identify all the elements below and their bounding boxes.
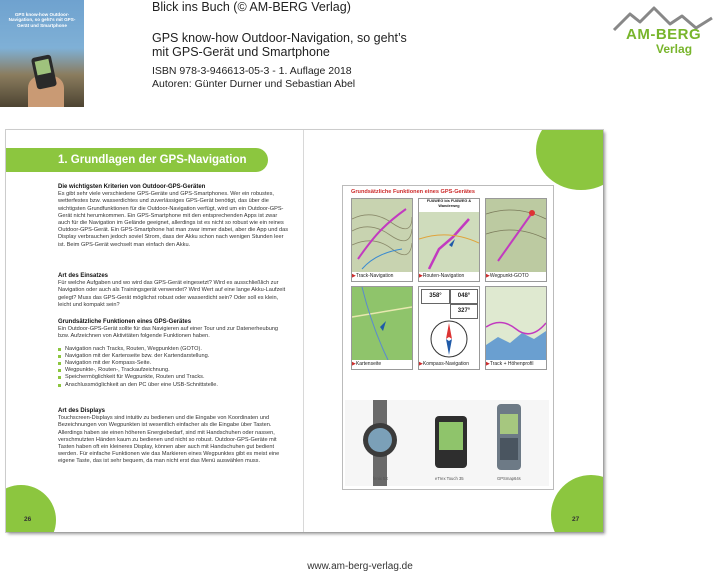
book-cover-thumbnail xyxy=(0,0,84,107)
tile-compass-navigation xyxy=(418,286,480,370)
list-item: Anschlussmöglichkeit an den PC über eine USB-Schnittstelle. xyxy=(58,382,290,389)
tile-waypoint-goto xyxy=(485,198,547,282)
book-isbn: ISBN 978-3-946613-05-3 - 1. Auflage 2018 xyxy=(152,65,352,77)
section-text: Ein Outdoor-GPS-Gerät sollte für das Navigieren auf einer Tour und zur Datenerheubung bzw. Aufzeichnen von Aktivitäten folgende Funktionen haben. xyxy=(58,326,279,340)
position-field: 327° xyxy=(450,304,478,319)
book-title-line1: GPS know-how Outdoor-Navigation, so geht’s xyxy=(152,31,407,45)
tile-caption: ▶ Track-Navigation xyxy=(352,272,412,281)
publisher-logo xyxy=(612,4,717,64)
route-sign-line1: FUßWEG bis FUßWEG & xyxy=(426,199,472,203)
list-item: Navigation mit der Kartenseite bzw. der Kartendarstellung. xyxy=(58,353,290,360)
section-display xyxy=(58,408,290,466)
list-item: Navigation nach Tracks, Routen, Wegpunkten (GOTO). xyxy=(58,346,290,353)
waypoint-map-image xyxy=(486,199,546,272)
figure-title: Grundsätzliche Funktionen eines GPS-Gerätes xyxy=(351,189,476,195)
tile-caption: ▶ Routen-Navigation xyxy=(419,272,479,281)
section-functions xyxy=(58,319,290,389)
richtung-field: 048° xyxy=(450,289,478,304)
book-gutter xyxy=(303,130,304,532)
tile-route-navigation xyxy=(418,198,480,282)
tile-caption: ▶ Track + Höhenprofil xyxy=(486,360,546,369)
chapter-title-banner: 1. Grundlagen der GPS-Navigation xyxy=(6,148,268,172)
compass-dial-icon xyxy=(419,287,479,360)
book-title-line2: mit GPS-Gerät und Smartphone xyxy=(152,45,330,59)
gps-devices-photo xyxy=(345,400,549,486)
cover-title: GPS know-how Outdoor-Navigation, so geht’s mit GPS-Gerät und Smartphone xyxy=(8,12,76,28)
section-heading: Die wichtigsten Kriterien von Outdoor-GPS-Geräten xyxy=(58,184,206,190)
header-series: Blick ins Buch (© AM-BERG Verlag) xyxy=(152,0,351,14)
logo-line1: AM-BERG xyxy=(626,26,702,43)
tile-map-page xyxy=(351,286,413,370)
book-spread xyxy=(6,130,603,532)
elevation-profile-image xyxy=(486,287,546,360)
page-number-right: 27 xyxy=(572,516,580,523)
decor-blob-top-right xyxy=(536,130,603,190)
tile-caption: ▶ Kompass-Navigation xyxy=(419,360,479,369)
decor-blob-bottom-right xyxy=(551,475,603,532)
section-text: Es gibt sehr viele verschiedene GPS-Geräte und GPS-Smartphones. Wer ein robustes, wetterfestes bzw. wasserdichtes und zuverlässiges GPS-Gerät benötigt, das über die wichtigsten Grundfunktionen für die Outdoor-Navigation verfügt, wird um ein Outdoor-GPS-Gerät nicht herumkommen. Ein GPS-Smartphone mit den entsprechenden Apps ist zwar auch für die Navigation im Gelände geeignet, allerdings ist es nicht so robust wie ein reines Outdoor-GPS-Gerät. Ein GPS-Smartphone hat man zwar immer dabei, aber die App und das Display verbrauchen jedoch soviel Strom, dass der Akku schon nach wenigen Stunden leer ist. Beim GPS-Gerät wechselt man einfach den Akku. xyxy=(58,191,289,248)
page-number-left: 26 xyxy=(24,516,32,523)
route-map-image xyxy=(419,199,479,272)
gps-devices-image xyxy=(345,400,549,486)
tile-track-navigation xyxy=(351,198,413,282)
section-text: Touchscreen-Displays sind intuitiv zu bedienen und die Eingabe von Koordinaten und Bezeichnungen von Wegpunkten ist wesentlich einfacher als die Eingabe über Tasten. Allerdings haben sie einen höheren Energiebedarf, sind mit Handschuhen oder nassen, verschmutzten Händen kaum zu bedienen und nicht so robust. Outdoor-GPS-Geräte mit Tasten haben oft ein kleineres Display, können aber auch mit Handschuhen gut bedient werden. Für einfache Funktionen wie das Markieren eines Wegpunktes gibt es meist eine eigene Taste, das ist sehr bequem, da man nicht erst das Menü auswählen muss. xyxy=(58,415,280,465)
map-page-image xyxy=(352,287,412,360)
list-item: Speichermöglichkeit für Wegpunkte, Routen und Tracks. xyxy=(58,374,290,381)
decor-blob-bottom-left xyxy=(6,485,56,532)
section-heading: Art des Einsatzes xyxy=(58,273,109,279)
functions-figure xyxy=(342,185,554,490)
list-item: Navigation mit der Kompass-Seite. xyxy=(58,360,290,367)
footer-url[interactable]: www.am-berg-verlag.de xyxy=(307,561,413,572)
section-heading: Grundsätzliche Funktionen eines GPS-Gerätes xyxy=(58,319,192,325)
device-label: eTrex Touch 35 xyxy=(435,476,464,481)
tile-track-elevation xyxy=(485,286,547,370)
tile-caption: ▶ Wegpunkt-GOTO xyxy=(486,272,546,281)
section-heading: Art des Displays xyxy=(58,408,106,414)
device-label: GPSmap64s xyxy=(497,476,521,481)
route-sign-line2: Wanderweg xyxy=(438,204,460,208)
device-label: fenix 5X xyxy=(373,476,389,481)
function-bullet-list xyxy=(58,346,290,389)
tile-caption: ▶ Kartenseite xyxy=(352,360,412,369)
section-text: Für welche Aufgaben und wo wird das GPS-Gerät eingesetzt? Wird es ausschließlich zur Navigation oder auch als Trainingsgerät verwendet? Wird Wert auf eine lange Akku-Laufzeit gelegt? Muss das GPS-Gerät möglichst robust oder wasserdicht sein? Oder soll es klein, leicht und kompakt sein? xyxy=(58,280,286,308)
kurs-field: 358° xyxy=(421,289,450,304)
list-item: Wegpunkte-, Routen-, Trackaufzeichnung. xyxy=(58,367,290,374)
logo-line2: Verlag xyxy=(656,42,693,56)
section-criteria xyxy=(58,184,290,249)
book-authors: Autoren: Günter Durner und Sebastian Abel xyxy=(152,78,356,90)
topo-map-image xyxy=(352,199,412,272)
section-usage xyxy=(58,273,290,309)
